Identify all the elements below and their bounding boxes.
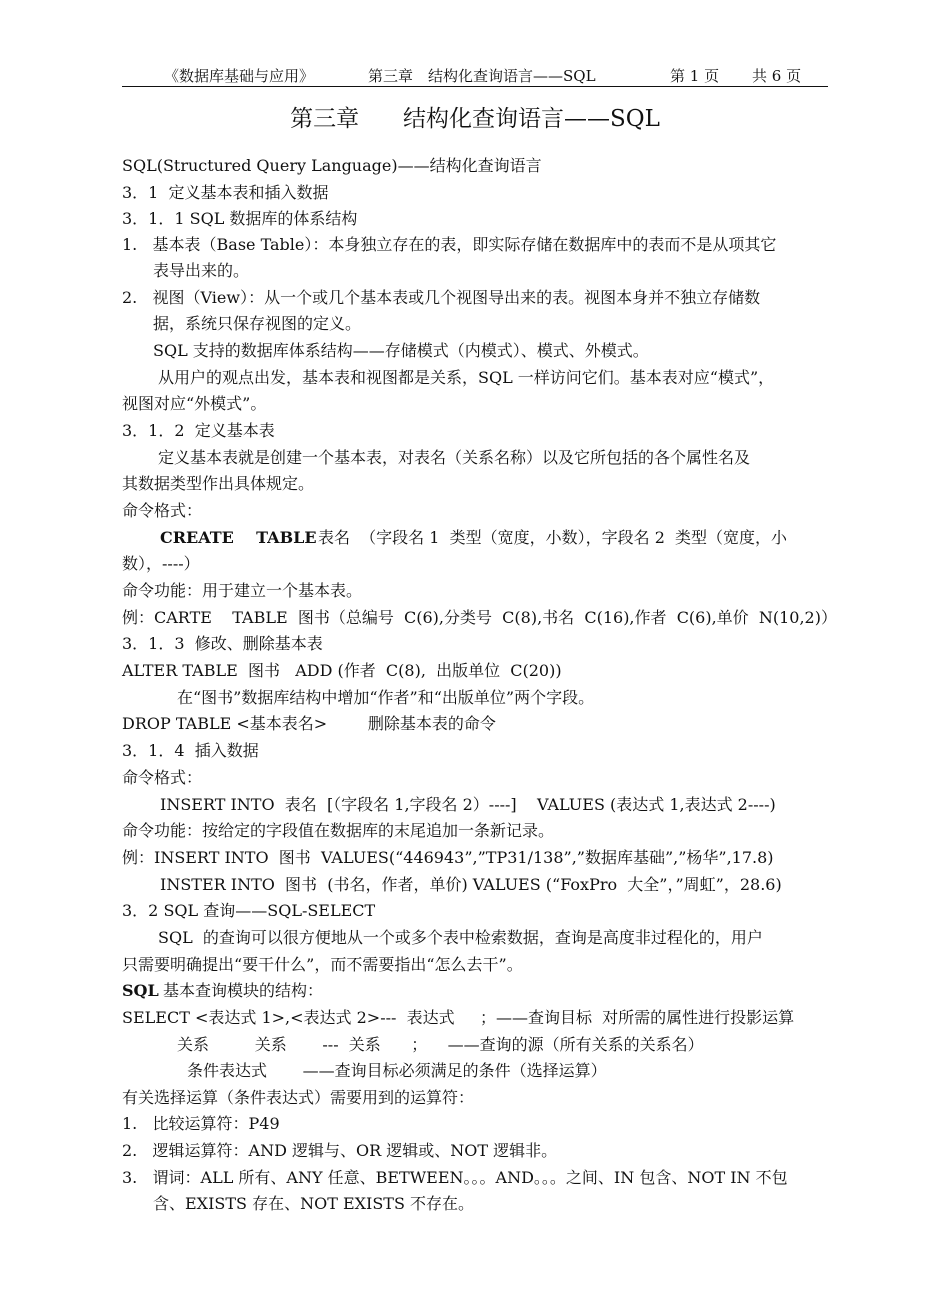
text-line: SQL 的查询可以很方便地从一个或多个表中检索数据，查询是高度非过程化的，用户 xyxy=(158,928,763,947)
text-line: 1. 基本表（Base Table）：本身独立存在的表，即实际存储在数据库中的表而不是从项其它 xyxy=(122,235,777,254)
text-line: 定义基本表就是创建一个基本表，对表名（关系名称）以及它所包括的各个属性名及 xyxy=(158,448,751,467)
header-book-title: 《数据库基础与应用》 xyxy=(164,67,315,85)
text-line: 其数据类型作出具体规定。 xyxy=(122,474,315,493)
text-line: INSTER INTO 图书 (书名，作者，单价) VALUES (“FoxPro 大全”，”周虹”，28.6) xyxy=(160,875,782,894)
text-line: 1. 比较运算符：P49 xyxy=(122,1114,280,1133)
text-line: 3．1 定义基本表和插入数据 xyxy=(122,183,329,202)
text-line: 3．1．1 SQL 数据库的体系结构 xyxy=(122,209,358,228)
text-line: 3．1．3 修改、删除基本表 xyxy=(122,634,323,653)
header-chapter: 第三章 结构化查询语言——SQL xyxy=(368,67,596,85)
text-line: 基本查询模块的结构： xyxy=(163,981,324,1000)
text-line: 有关选择运算（条件表达式）需要用到的运算符： xyxy=(122,1088,475,1107)
text-line: 表导出来的。 xyxy=(153,261,250,280)
text-line: 表名 （字段名 1 类型（宽度，小数），字段名 2 类型（宽度，小 xyxy=(318,528,788,547)
text-line: 3．1．4 插入数据 xyxy=(122,741,259,760)
text-line: 命令功能：用于建立一个基本表。 xyxy=(122,581,363,600)
text-line: 在“图书”数据库结构中增加“作者”和“出版单位”两个字段。 xyxy=(177,688,595,707)
text-line: 例：INSERT INTO 图书 VALUES(“446943”,”TP31/138”,”数据库基础”,”杨华”,17.8) xyxy=(122,848,774,867)
text-line: 例：CARTE TABLE 图书（总编号 C(6),分类号 C(8),书名 C(16),作者 C(6),单价 N(10,2)） xyxy=(122,608,837,627)
text-line: 3．1．2 定义基本表 xyxy=(122,421,275,440)
text-line: 3. 谓词：ALL 所有、ANY 任意、BETWEEN。。。AND。。。之间、IN 包含、NOT IN 不包 xyxy=(122,1168,788,1187)
header-page-number: 第 1 页 xyxy=(670,67,720,85)
text-line: 命令格式： xyxy=(122,501,203,520)
text-line: 数），----） xyxy=(122,554,200,573)
text-line: 命令格式： xyxy=(122,768,203,787)
text-line: 含、EXISTS 存在、NOT EXISTS 不存在。 xyxy=(153,1194,475,1213)
text-line: INSERT INTO 表名 [（字段名 1,字段名 2）----] VALUES (表达式 1,表达式 2----) xyxy=(160,795,776,814)
text-line: 只需要明确提出“要干什么”，而不需要指出“怎么去干”。 xyxy=(122,955,523,974)
text-line: SQL 支持的数据库体系结构——存储模式（内模式）、模式、外模式。 xyxy=(153,341,649,360)
text-line: ALTER TABLE 图书 ADD (作者 C(8), 出版单位 C(20)) xyxy=(122,661,562,680)
header-total-pages: 共 6 页 xyxy=(752,67,802,85)
text-line: 2. 逻辑运算符：AND 逻辑与、OR 逻辑或、NOT 逻辑非。 xyxy=(122,1141,558,1160)
text-line: 视图对应“外模式”。 xyxy=(122,394,267,413)
text-line: 2. 视图（View）：从一个或几个基本表或几个视图导出来的表。视图本身并不独立存储数 xyxy=(122,288,761,307)
text-line: 据，系统只保存视图的定义。 xyxy=(153,314,362,333)
text-line: SQL xyxy=(122,981,159,1000)
text-line: 条件表达式 ——查询目标必须满足的条件（选择运算） xyxy=(187,1061,607,1080)
running-header xyxy=(122,66,828,87)
text-line: 命令功能：按给定的字段值在数据库的末尾追加一条新记录。 xyxy=(122,821,555,840)
text-line: 3．2 SQL 查询——SQL-SELECT xyxy=(122,901,376,920)
chapter-title: 第三章 结构化查询语言——SQL xyxy=(290,106,660,132)
text-line: CREATE TABLE xyxy=(160,528,317,547)
text-line: SELECT <表达式 1>,<表达式 2>--- 表达式 ；——查询目标 对所需的属性进行投影运算 xyxy=(122,1008,795,1027)
text-line: DROP TABLE <基本表名> 删除基本表的命令 xyxy=(122,714,496,733)
text-line: 从用户的观点出发，基本表和视图都是关系，SQL 一样访问它们。基本表对应“模式”， xyxy=(158,368,775,387)
text-line: 关系 关系 --- 关系 ； ——查询的源（所有关系的关系名） xyxy=(177,1035,704,1054)
text-line: SQL(Structured Query Language)——结构化查询语言 xyxy=(122,156,542,175)
